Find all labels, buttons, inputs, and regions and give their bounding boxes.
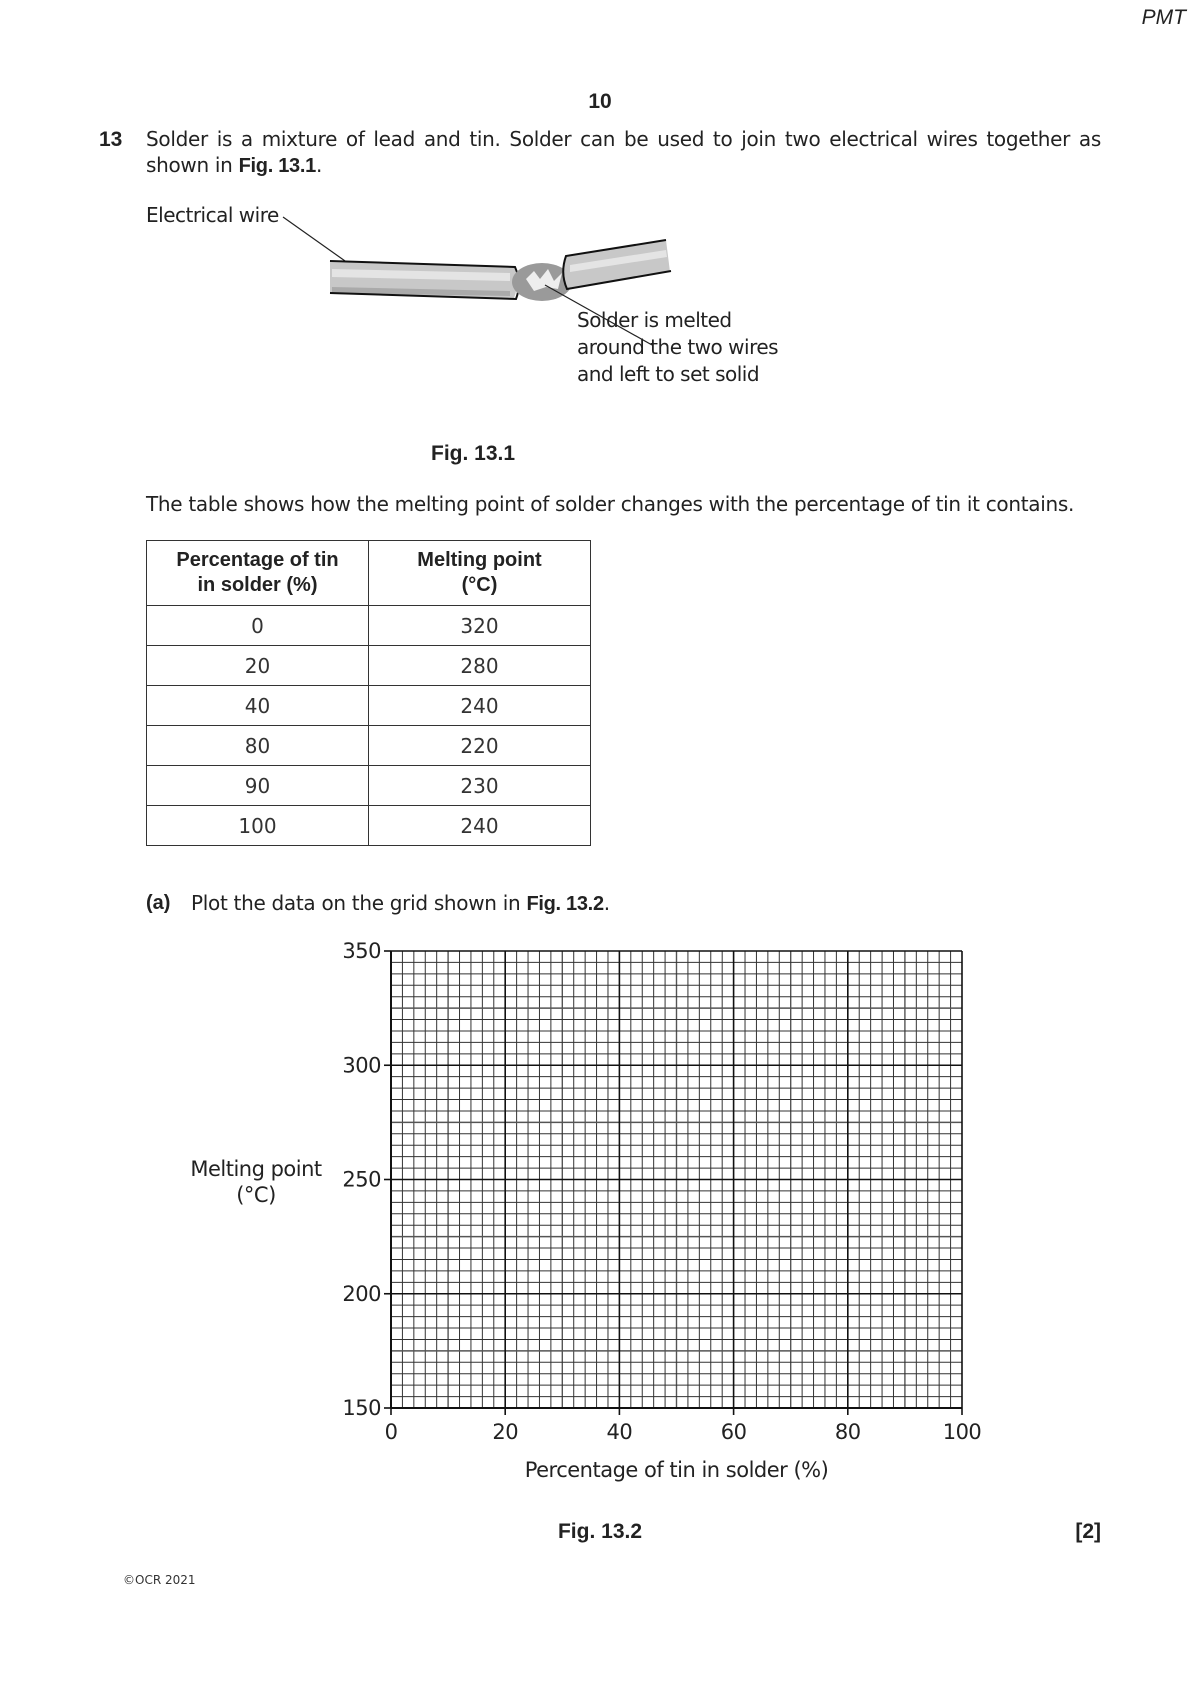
x-tick-label: 60 <box>720 1420 747 1444</box>
x-tick-label: 80 <box>834 1420 861 1444</box>
table-row <box>147 606 591 646</box>
solder-label-line-2: around the two wires <box>577 335 779 359</box>
table-intro-text: The table shows how the melting point of solder changes with the percentage of tin it contains. <box>146 492 1075 516</box>
x-axis-label: Percentage of tin in solder (%) <box>524 1458 829 1482</box>
header-line: in solder (%) <box>197 574 318 596</box>
x-tick-label: 20 <box>492 1420 519 1444</box>
table-row <box>147 646 591 686</box>
y-tick-label: 200 <box>342 1281 381 1306</box>
wire-solder-diagram <box>130 195 850 425</box>
part-a-instruction <box>191 891 610 916</box>
melting-cell: 220 <box>369 726 591 766</box>
figure-13-1-caption: Fig. 13.1 <box>431 442 516 465</box>
figure-reference: Fig. 13.1 <box>238 155 316 177</box>
tin-cell: 20 <box>147 646 369 686</box>
tin-cell: 100 <box>147 806 369 846</box>
punctuation: . <box>603 891 610 915</box>
y-axis-label <box>176 1156 336 1208</box>
question-number: 13 <box>99 128 123 151</box>
y-axis-label-line: (°C) <box>236 1183 276 1207</box>
melting-cell: 280 <box>369 646 591 686</box>
table-row <box>147 806 591 846</box>
header-line: Percentage of tin <box>176 549 339 571</box>
tin-cell: 80 <box>147 726 369 766</box>
electrical-wire-label: Electrical wire <box>146 203 279 227</box>
solder-label-line-1: Solder is melted <box>577 308 732 332</box>
solder-label-line-3: and left to set solid <box>577 362 760 386</box>
table-row <box>147 766 591 806</box>
page-number: 10 <box>588 90 612 113</box>
header-line: Melting point <box>417 549 542 571</box>
melting-cell: 230 <box>369 766 591 806</box>
table-row <box>147 686 591 726</box>
question-intro <box>146 126 1101 179</box>
y-tick-label: 300 <box>342 1053 381 1078</box>
header-melting-point <box>369 541 591 606</box>
melting-cell: 240 <box>369 806 591 846</box>
part-a-label: (a) <box>146 892 171 914</box>
punctuation: . <box>315 153 323 177</box>
header-line: (°C) <box>461 574 498 596</box>
y-tick-label: 150 <box>342 1396 381 1420</box>
melting-point-table <box>146 540 591 846</box>
marks-available: [2] <box>1075 1520 1101 1543</box>
tick-labels <box>342 939 981 1444</box>
question-intro-text: Solder is a mixture of lead and tin. Solder can be used to join two electrical wires together as shown in <box>146 127 1101 177</box>
tin-cell: 90 <box>147 766 369 806</box>
y-axis-label-line: Melting point <box>190 1157 322 1181</box>
y-tick-label: 350 <box>342 939 381 963</box>
melting-cell: 240 <box>369 686 591 726</box>
figure-13-2-caption: Fig. 13.2 <box>557 1520 643 1543</box>
table-row <box>147 726 591 766</box>
x-tick-label: 0 <box>384 1420 398 1444</box>
table-header-row <box>147 541 591 606</box>
part-a-text: Plot the data on the grid shown in <box>191 891 527 915</box>
tin-cell: 40 <box>147 686 369 726</box>
tin-cell: 0 <box>147 606 369 646</box>
copyright-notice: ©OCR 2021 <box>123 1573 196 1587</box>
pmt-watermark: PMT <box>1141 6 1186 29</box>
header-tin-percentage <box>147 541 369 606</box>
melting-cell: 320 <box>369 606 591 646</box>
x-tick-label: 40 <box>606 1420 633 1444</box>
x-tick-label: 100 <box>942 1420 982 1444</box>
y-tick-label: 250 <box>342 1167 381 1192</box>
figure-reference: Fig. 13.2 <box>526 893 604 915</box>
